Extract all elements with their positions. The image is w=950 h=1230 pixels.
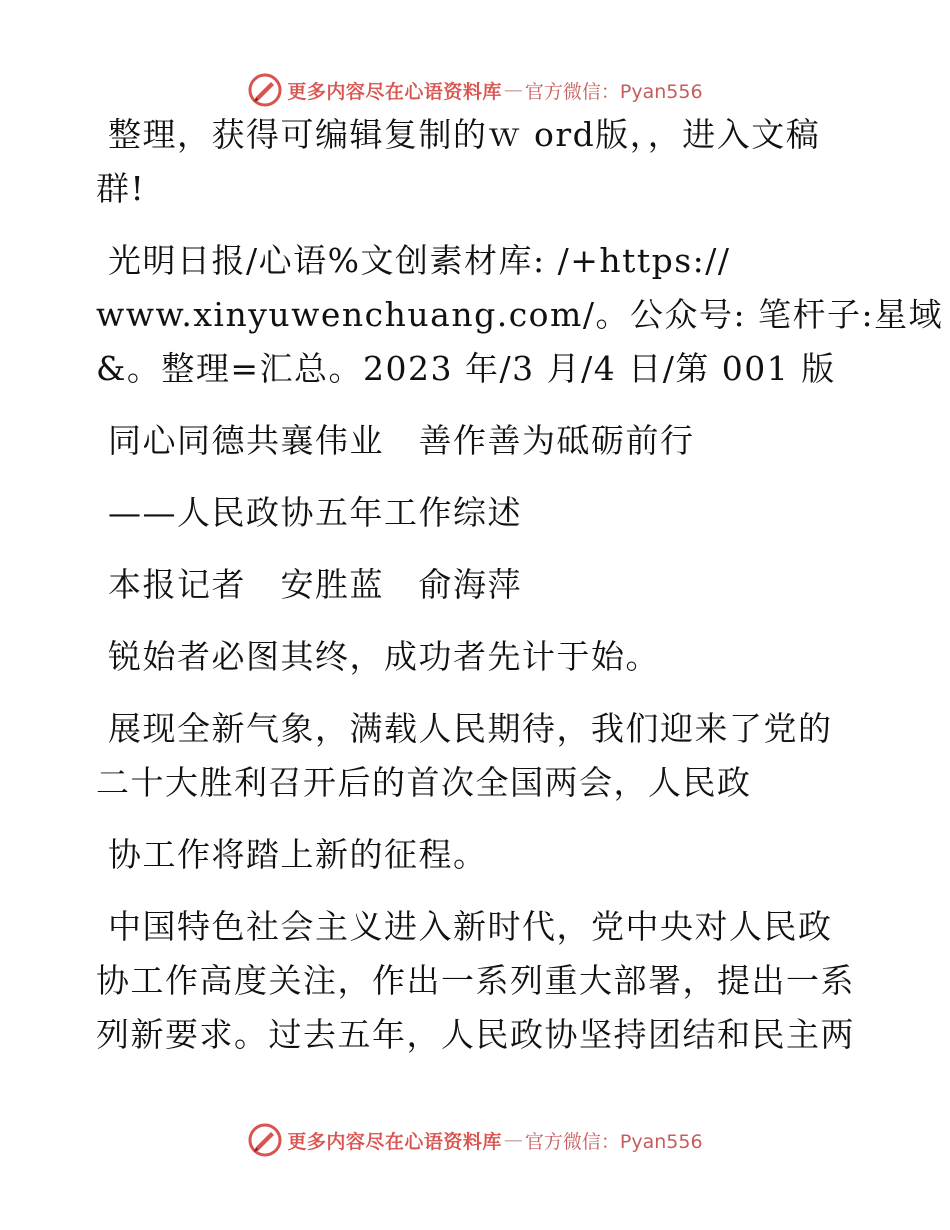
banner-dash: — bbox=[503, 79, 523, 101]
pen-logo-icon bbox=[247, 72, 283, 108]
text-line: 锐始者必图其终，成功者先计于始。 bbox=[108, 637, 660, 676]
paragraph bbox=[96, 900, 856, 1062]
text-line: 本报记者 安胜蓝 俞海萍 bbox=[108, 565, 522, 604]
text-line: 列新要求。过去五年，人民政协坚持团结和民主两 bbox=[96, 1015, 855, 1054]
text-line: 展现全新气象，满载人民期待，我们迎来了党的 bbox=[108, 709, 833, 748]
pen-logo-icon bbox=[247, 1122, 283, 1158]
text-line: 群! bbox=[96, 169, 146, 208]
banner-wechat: 官方微信：Pyan556 bbox=[524, 80, 703, 103]
article-subtitle bbox=[96, 486, 856, 540]
text-line: 中国特色社会主义进入新时代，党中央对人民政 bbox=[108, 907, 833, 946]
footer-banner bbox=[0, 1120, 950, 1160]
text-line: 整理，获得可编辑复制的ｗ ord版，，进入文稿 bbox=[108, 115, 821, 154]
text-line: 光明日报/心语%文创素材库: /+https:// bbox=[108, 241, 731, 280]
text-line: 二十大胜利召开后的首次全国两会，人民政 bbox=[96, 763, 752, 802]
text-line: 协工作将踏上新的征程。 bbox=[108, 835, 488, 874]
article-title bbox=[96, 414, 856, 468]
banner-text: 更多内容尽在心语资料库 bbox=[287, 1130, 502, 1153]
paragraph bbox=[96, 828, 856, 882]
text-line: www.xinyuwenchuang.com/。公众号: 笔杆子:星域 bbox=[96, 295, 944, 334]
text-line: &。整理=汇总。2023 年/3 月/4 日/第 001 版 bbox=[96, 349, 836, 388]
text-line: 同心同德共襄伟业 善作善为砥砺前行 bbox=[108, 421, 695, 460]
header-banner bbox=[0, 70, 950, 110]
banner-text: 更多内容尽在心语资料库 bbox=[287, 80, 502, 103]
banner-wechat: 官方微信：Pyan556 bbox=[524, 1130, 703, 1153]
byline bbox=[96, 558, 856, 612]
paragraph bbox=[96, 702, 856, 810]
paragraph bbox=[96, 234, 944, 396]
text-line: ——人民政协五年工作综述 bbox=[108, 493, 522, 532]
text-line: 协工作高度关注，作出一系列重大部署，提出一系 bbox=[96, 961, 855, 1000]
banner-dash: — bbox=[503, 1129, 523, 1151]
paragraph bbox=[96, 108, 856, 216]
paragraph bbox=[96, 630, 856, 684]
document-body bbox=[96, 108, 944, 1062]
